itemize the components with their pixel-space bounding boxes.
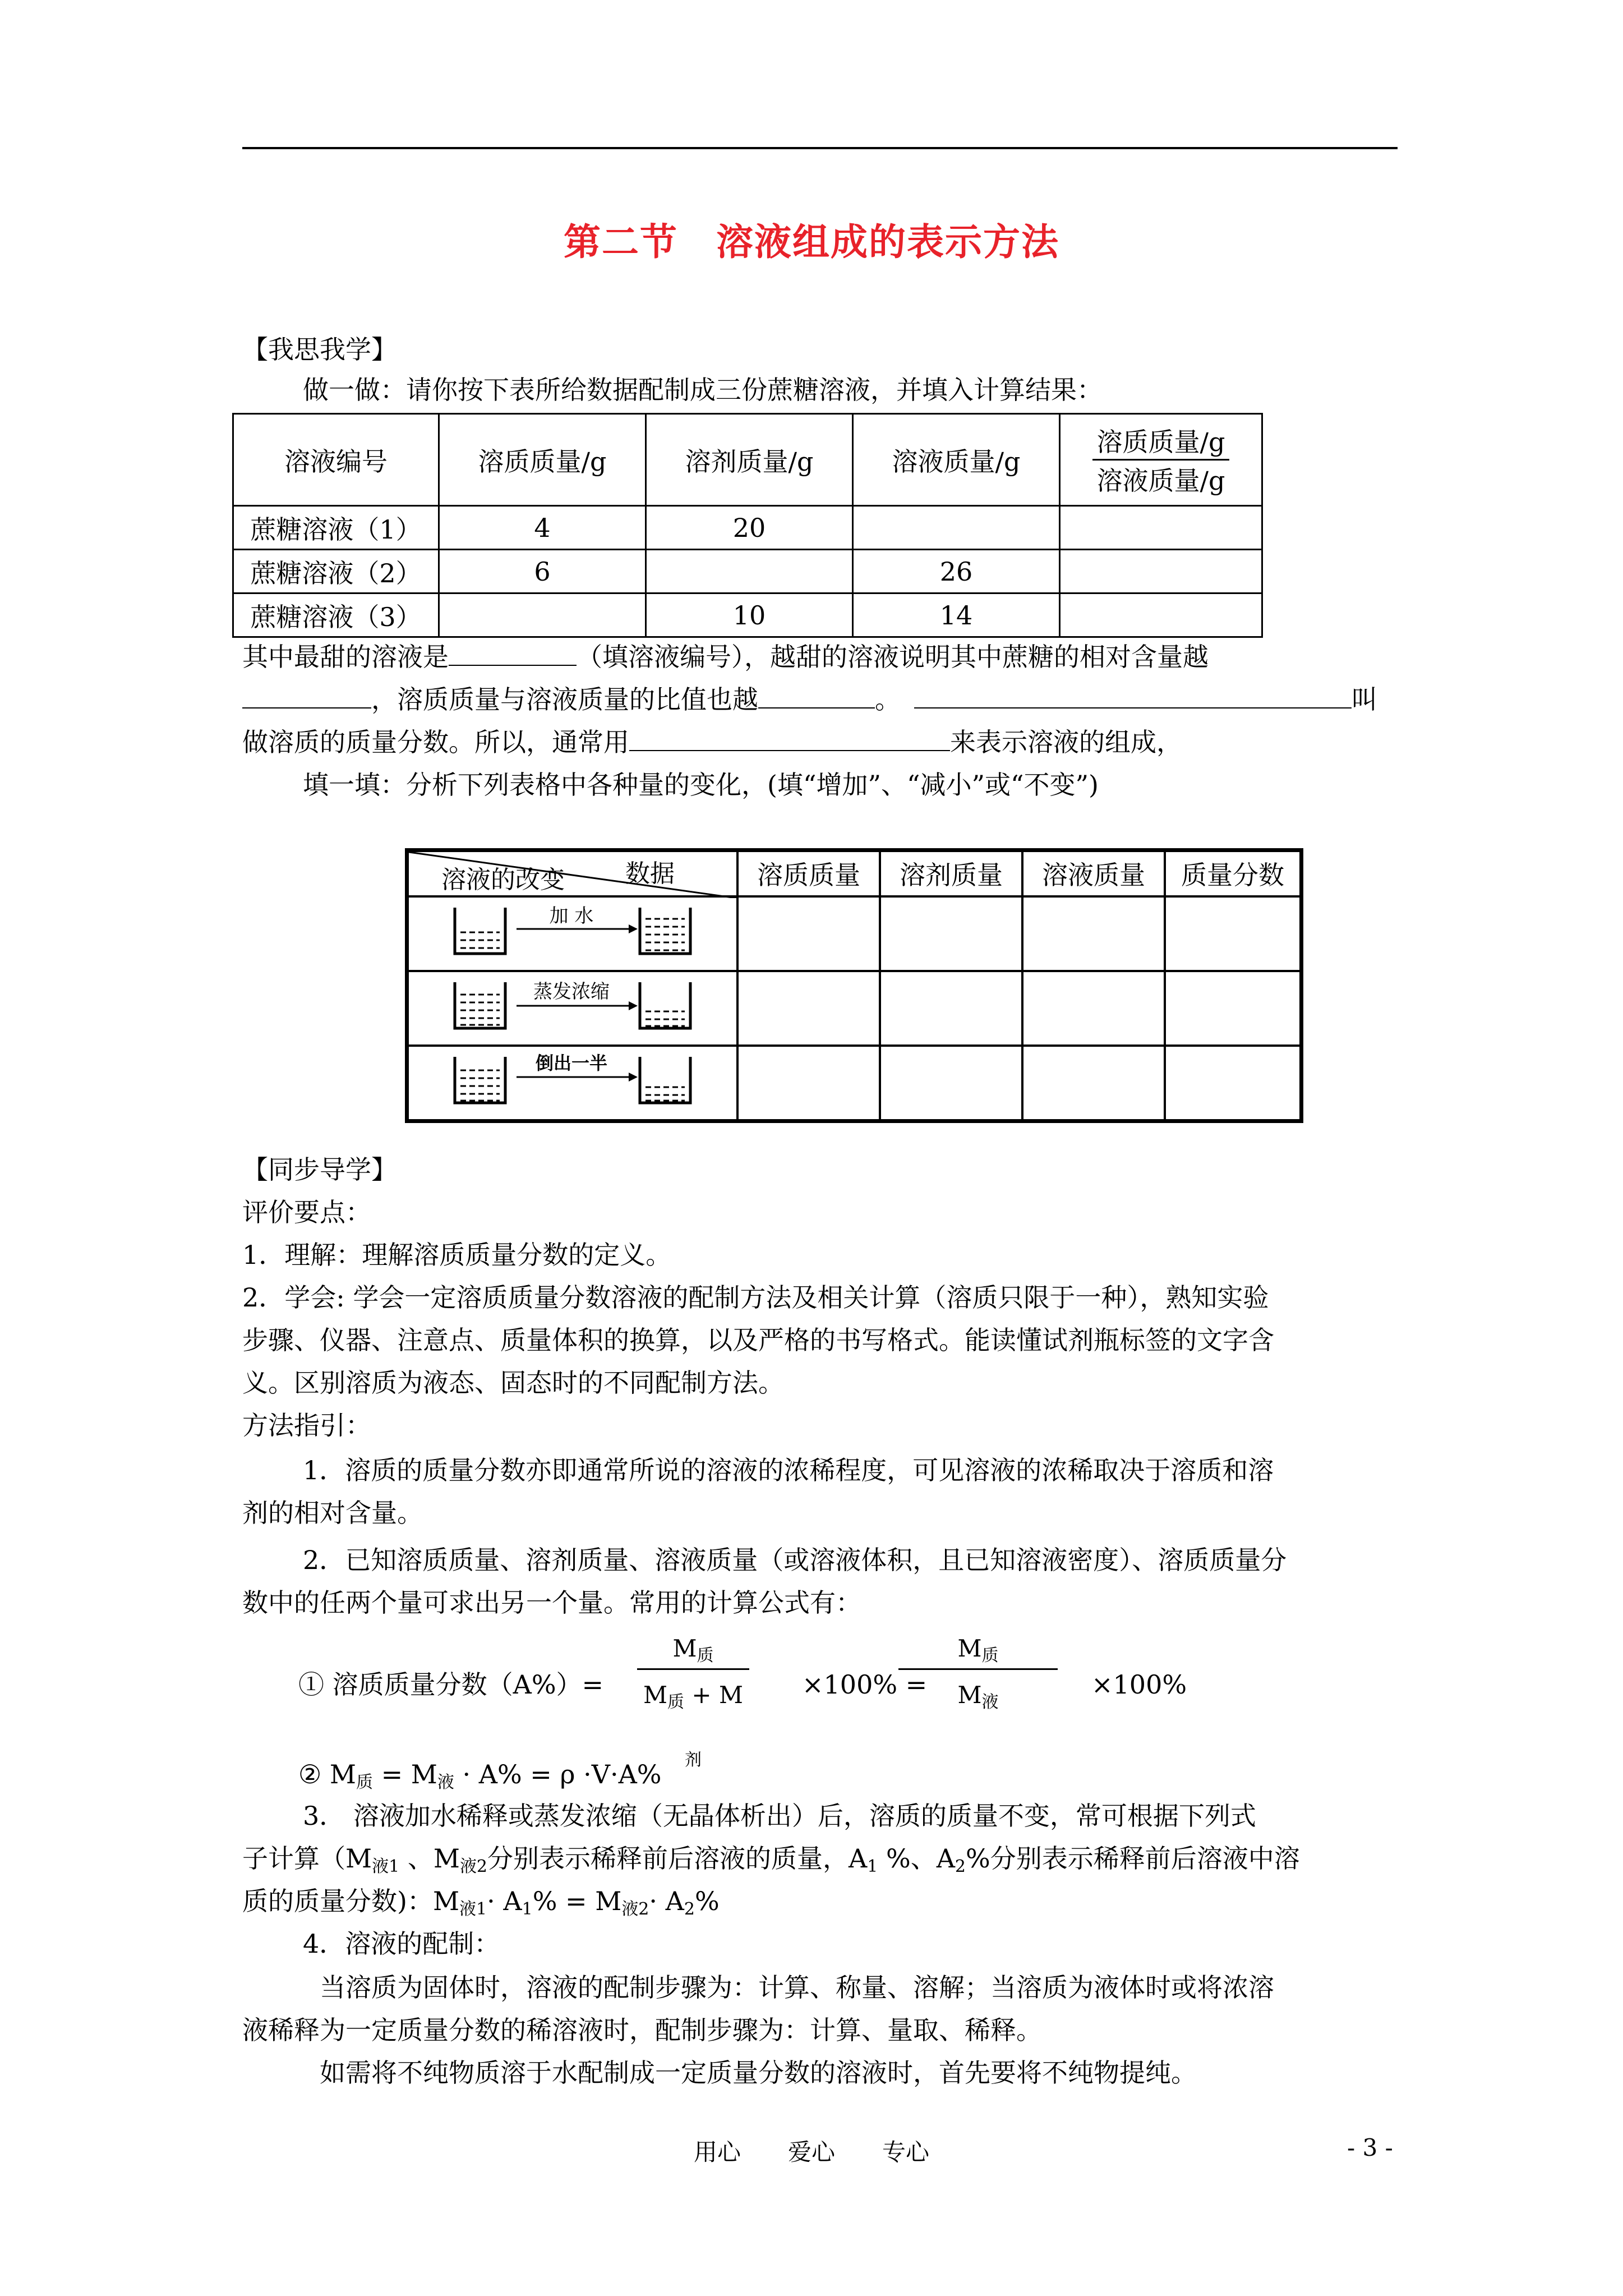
answer-cell[interactable] [880, 896, 1022, 971]
table-cell: 26 [853, 550, 1060, 593]
answer-blank[interactable] [449, 642, 577, 666]
text: M [957, 1635, 982, 1662]
header-cell: 质量分数 [1165, 850, 1302, 896]
subscript: 液2 [459, 1857, 488, 1876]
table-cell: 6 [439, 550, 646, 593]
text: 做溶质的质量分数。所以，通常用 [242, 727, 629, 757]
beaker-diagram-pour-half [416, 1047, 730, 1113]
subscript: 1 [522, 1899, 533, 1919]
text: 评价要点： [242, 1197, 371, 1227]
header-rule [242, 147, 1398, 149]
text: · A [649, 1886, 684, 1916]
text: ，溶质质量与溶液质量的比值也越 [371, 684, 758, 715]
ratio-numerator: 溶质质量/g [1092, 422, 1230, 461]
answer-blank[interactable] [914, 685, 1352, 708]
text: = M [372, 1759, 437, 1789]
table-cell: 4 [439, 506, 646, 550]
item-1: 1．理解：理解溶质质量分数的定义。 [242, 1240, 672, 1270]
table-cell: 蔗糖溶液（1） [233, 506, 439, 550]
answer-cell[interactable] [1165, 971, 1302, 1046]
intro-text: 做一做：请你按下表所给数据配制成三份蔗糖溶液，并填入计算结果： [303, 375, 1103, 405]
subscript: 质 [356, 1773, 373, 1792]
ratio-denominator: 溶液质量/g [1096, 466, 1225, 496]
text: %分别表示稀释前后溶液中溶 [966, 1843, 1300, 1874]
paragraph-line [242, 725, 1182, 760]
table-row [233, 506, 1262, 550]
table-cell: 20 [646, 506, 853, 550]
arrow-label: 蒸发浓缩 [533, 980, 610, 1003]
answer-cell[interactable] [1165, 1046, 1302, 1121]
table-row [233, 550, 1262, 593]
formula-1-times-2: ×100% [1091, 1669, 1187, 1700]
text: 来表示溶液的组成， [950, 727, 1182, 757]
text: % = M [532, 1886, 622, 1916]
method-3-line-2 [242, 1841, 1300, 1884]
page-title: 第二节 溶液组成的表示方法 [564, 220, 1059, 264]
subscript: 剂 [685, 1750, 702, 1770]
denominator [637, 1670, 749, 1770]
text: M [957, 1681, 982, 1709]
item-2-line-3: 义。区别溶质为液态、固态时的不同配制方法。 [242, 1368, 784, 1398]
change-table [405, 848, 1303, 1123]
numerator [637, 1629, 749, 1668]
answer-cell[interactable] [737, 971, 880, 1046]
answer-cell[interactable] [737, 1046, 880, 1121]
subscript: 液1 [372, 1857, 400, 1876]
method-2-line-2: 数中的任两个量可求出另一个量。常用的计算公式有： [242, 1588, 861, 1618]
subscript: 液2 [621, 1899, 649, 1919]
sucrose-table [232, 413, 1263, 638]
answer-cell[interactable] [880, 1046, 1022, 1121]
table-row [407, 896, 1302, 971]
text: 分别表示稀释前后溶液的质量，A [487, 1843, 868, 1874]
table-cell: 蔗糖溶液（3） [233, 593, 439, 637]
text: M [672, 1635, 697, 1662]
table-cell[interactable] [1060, 506, 1262, 550]
header-cell: 溶液质量/g [853, 414, 1060, 506]
text: 、M [399, 1843, 460, 1874]
formula-1-times: ×100% = [802, 1669, 928, 1700]
header-cell: 溶质质量 [737, 850, 880, 896]
numerator [898, 1629, 1058, 1668]
method-label: 方法指引： [242, 1410, 371, 1441]
text: ② M [298, 1759, 356, 1789]
footer-motto: 用心 爱心 专心 [693, 2138, 929, 2166]
answer-cell[interactable] [1022, 1046, 1165, 1121]
answer-blank[interactable] [629, 728, 950, 751]
method-1-line-1: 1．溶质的质量分数亦即通常所说的溶液的浓稀程度，可见溶液的浓稀取决于溶质和溶 [303, 1455, 1274, 1485]
header-cell: 溶液编号 [233, 414, 439, 506]
subscript: 2 [955, 1857, 966, 1876]
item-2-line-1: 2．学会: 学会一定溶质质量分数溶液的配制方法及相关计算（溶质只限于一种），熟知实验 [242, 1282, 1269, 1313]
text: 其中最甜的溶液是 [242, 642, 449, 672]
answer-blank[interactable] [758, 685, 875, 708]
method-3-line-3 [242, 1884, 720, 1927]
formula-1-fraction-1 [637, 1629, 749, 1770]
table-cell[interactable] [1060, 593, 1262, 637]
text: · A [487, 1886, 522, 1916]
table-cell[interactable] [1060, 550, 1262, 593]
text: · A% = ρ ·V·A% [454, 1759, 662, 1789]
text: %、A [878, 1843, 955, 1874]
corner-label-change: 溶液的改变 [441, 865, 565, 894]
section-heading-guide: 【同步导学】 [242, 1154, 397, 1185]
method-3-line-1: 3． 溶液加水稀释或蒸发浓缩（无晶体析出）后，溶质的质量不变，常可根据下列式 [303, 1801, 1256, 1831]
subscript: 2 [684, 1899, 695, 1919]
text: M [643, 1681, 668, 1709]
page-number: - 3 - [1347, 2134, 1393, 2161]
table-row [407, 1046, 1302, 1121]
header-cell: 溶剂质量 [880, 850, 1022, 896]
method-4-para-1-line-1: 当溶质为固体时，溶液的配制步骤为：计算、称量、溶解；当溶质为液体时或将浓溶 [320, 1972, 1274, 2003]
corner-header-cell [407, 850, 738, 896]
method-4-para-2: 如需将不纯物质溶于水配制成一定质量分数的溶液时，首先要将不纯物提纯。 [320, 2058, 1197, 2088]
subscript: 液1 [459, 1899, 487, 1919]
answer-cell[interactable] [1165, 896, 1302, 971]
subscript: 1 [867, 1857, 878, 1876]
table-cell[interactable] [646, 550, 853, 593]
text: % [694, 1886, 720, 1916]
item-2-line-2: 步骤、仪器、注意点、质量体积的换算，以及严格的书写格式。能读懂试剂瓶标签的文字含 [242, 1325, 1274, 1355]
diagram-cell-evaporate [407, 971, 738, 1046]
answer-cell[interactable] [1022, 896, 1165, 971]
method-2-line-1: 2．已知溶质质量、溶剂质量、溶液质量（或溶液体积，且已知溶液密度）、溶质质量分 [303, 1545, 1287, 1575]
formula-2 [298, 1757, 662, 1800]
formula-1-fraction-2 [898, 1629, 1058, 1712]
subscript: 质 [667, 1692, 685, 1712]
answer-cell[interactable] [737, 896, 880, 971]
text: 。 [875, 684, 901, 715]
table-cell[interactable] [853, 506, 1060, 550]
header-cell: 溶质质量/g [439, 414, 646, 506]
answer-blank[interactable] [242, 685, 371, 708]
subscript: 液 [437, 1773, 454, 1792]
table-cell: 14 [853, 593, 1060, 637]
answer-cell[interactable] [1022, 971, 1165, 1046]
diagram-cell-pour-half [407, 1046, 738, 1121]
method-1-line-2: 剂的相对含量。 [242, 1498, 423, 1528]
section-heading-think: 【我思我学】 [242, 334, 397, 365]
eval-points-label [242, 1195, 371, 1230]
diagram-cell-add-water [407, 896, 738, 971]
arrow-label: 加 水 [549, 904, 594, 927]
table-row [407, 971, 1302, 1046]
table-cell: 蔗糖溶液（2） [233, 550, 439, 593]
header-cell: 溶液质量 [1022, 850, 1165, 896]
text: + M [684, 1681, 743, 1709]
beaker-diagram-add-water [416, 898, 730, 964]
table-cell: 10 [646, 593, 853, 637]
method-4-heading: 4．溶液的配制： [303, 1929, 500, 1959]
table-cell[interactable] [439, 593, 646, 637]
ratio-header-cell [1060, 414, 1262, 506]
corner-label-data: 数据 [625, 859, 675, 888]
answer-cell[interactable] [880, 971, 1022, 1046]
text: 质的质量分数)：M [242, 1886, 460, 1916]
paragraph-line [242, 639, 1209, 674]
formula-1-label: ① 溶质质量分数（A%）= [298, 1669, 604, 1700]
text: 子计算（M [242, 1843, 372, 1874]
subscript: 质 [697, 1646, 714, 1665]
table-row [233, 593, 1262, 637]
method-4-para-1-line-2: 液稀释为一定质量分数的稀溶液时，配制步骤为：计算、量取、稀释。 [242, 2015, 1042, 2045]
text: （填溶液编号），越甜的溶液说明其中蔗糖的相对含量越 [577, 642, 1209, 672]
fill-intro-text: 填一填：分析下列表格中各种量的变化，(填“增加”、“减小”或“不变”) [303, 770, 1099, 800]
paragraph-line [242, 682, 1377, 717]
subscript: 质 [981, 1646, 999, 1665]
text: 叫 [1352, 684, 1377, 715]
beaker-diagram-evaporate [416, 972, 730, 1038]
arrow-label: 倒出一半 [535, 1052, 608, 1074]
subscript: 液 [981, 1692, 999, 1712]
denominator [898, 1670, 1058, 1712]
header-cell: 溶剂质量/g [646, 414, 853, 506]
